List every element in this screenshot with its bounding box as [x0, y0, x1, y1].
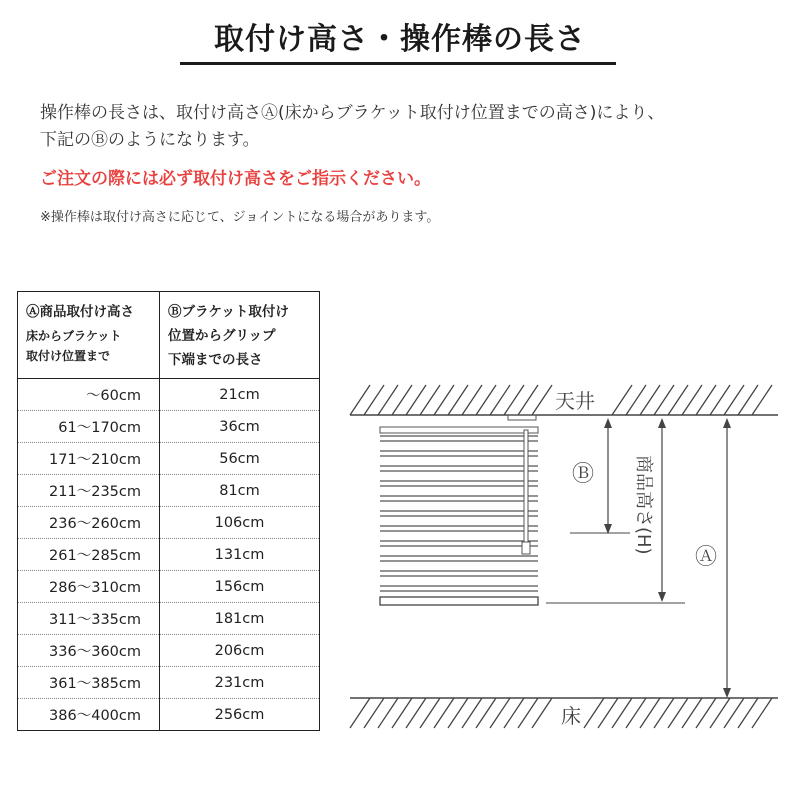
operating-wand	[524, 430, 528, 550]
bottom-rail	[380, 597, 538, 605]
table-row	[18, 635, 320, 667]
header-mount-height	[18, 292, 160, 379]
table-row	[18, 507, 320, 539]
page-title: 取付け高さ・操作棒の長さ	[214, 22, 586, 57]
description-line-2: 下記のⒷのようになります。	[40, 130, 260, 150]
label-b: Ⓑ	[571, 462, 595, 487]
description-line-1: 操作棒の長さは、取付け高さⒶ(床からブラケット取付け位置までの高さ)により、	[40, 103, 665, 123]
product-height-label: 商品高さ(H)	[633, 455, 654, 555]
length-cell: 231cm	[160, 667, 320, 699]
table-row	[18, 571, 320, 603]
dimension-a-arrow-top	[723, 418, 731, 428]
table-row	[18, 667, 320, 699]
height-cell: ～60cm	[18, 379, 160, 411]
wand-grip	[522, 542, 530, 554]
description	[40, 100, 780, 154]
length-cell: 56cm	[160, 443, 320, 475]
height-cell: 236～260cm	[18, 507, 160, 539]
table-row	[18, 699, 320, 731]
header-mount-height-sub-2: 取付け位置まで	[26, 349, 111, 363]
header-wand-length-line-3: 下端までの長さ	[168, 352, 263, 368]
table-header-row	[18, 292, 320, 379]
order-warning: ご注文の際には必ず取付け高さをご指示ください。	[40, 169, 431, 189]
height-cell: 386～400cm	[18, 699, 160, 731]
height-cell: 311～335cm	[18, 603, 160, 635]
length-cell: 206cm	[160, 635, 320, 667]
height-cell: 286～310cm	[18, 571, 160, 603]
height-cell: 361～385cm	[18, 667, 160, 699]
label-a: Ⓐ	[694, 545, 718, 570]
length-cell: 106cm	[160, 507, 320, 539]
table-row	[18, 539, 320, 571]
height-cell: 171～210cm	[18, 443, 160, 475]
slats	[380, 436, 538, 591]
title-underline	[180, 62, 616, 65]
header-wand-length-line-1: Ⓑブラケット取付け	[168, 304, 289, 320]
table-row	[18, 603, 320, 635]
product-height-arrow-bottom	[658, 592, 666, 602]
dimension-a-arrow-bottom	[723, 688, 731, 698]
dimension-b-arrow-top	[604, 418, 612, 428]
product-height-arrow-top	[658, 418, 666, 428]
header-wand-length	[160, 292, 320, 379]
table-row	[18, 411, 320, 443]
table-row	[18, 443, 320, 475]
blind-diagram	[340, 370, 785, 740]
ceiling-label: 天井	[555, 389, 595, 413]
height-cell: 261～285cm	[18, 539, 160, 571]
length-cell: 21cm	[160, 379, 320, 411]
header-mount-height-main: Ⓐ商品取付け高さ	[26, 304, 134, 320]
length-cell: 256cm	[214, 706, 265, 723]
length-cell: 156cm	[160, 571, 320, 603]
header-mount-height-sub-1: 床からブラケット	[26, 329, 122, 343]
height-cell: 61～170cm	[18, 411, 160, 443]
headrail	[380, 427, 538, 433]
length-cell: 131cm	[160, 539, 320, 571]
height-cell: 336～360cm	[18, 635, 160, 667]
length-cell: 36cm	[160, 411, 320, 443]
table-row	[18, 475, 320, 507]
length-cell: 81cm	[160, 475, 320, 507]
length-cell: 181cm	[160, 603, 320, 635]
table-row	[18, 379, 320, 411]
size-table	[17, 291, 320, 731]
height-cell: 211～235cm	[18, 475, 160, 507]
header-wand-length-line-2: 位置からグリップ	[168, 328, 276, 344]
joint-note: ※操作棒は取付け高さに応じて、ジョイントになる場合があります。	[40, 210, 440, 225]
floor-label: 床	[561, 704, 581, 728]
